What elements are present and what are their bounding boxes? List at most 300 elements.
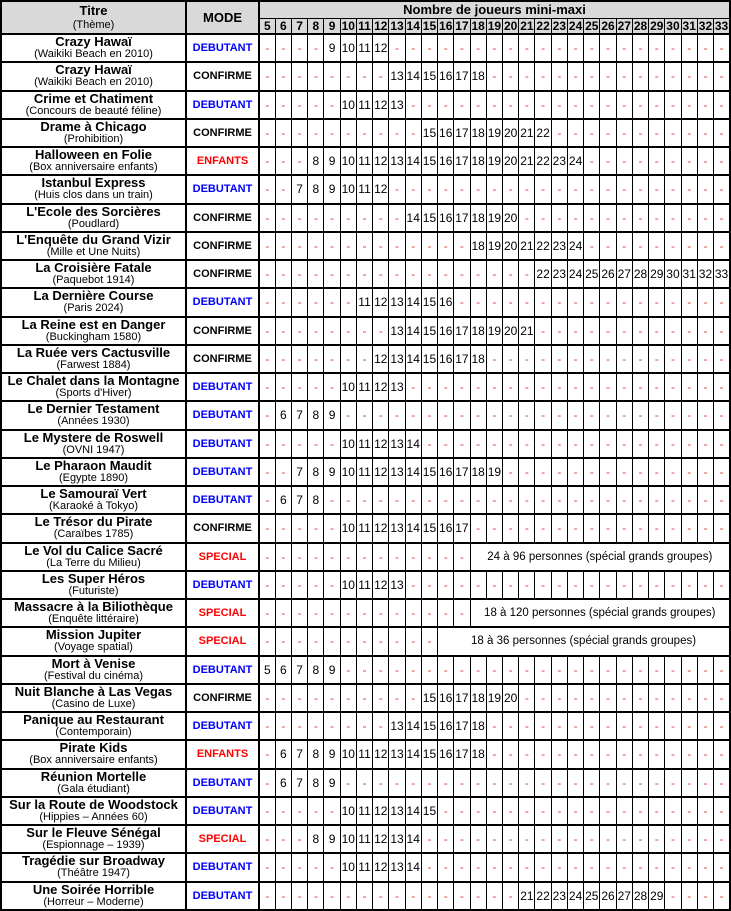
mode-label: SPECIAL	[186, 543, 259, 571]
column-header-5: 5	[259, 18, 275, 34]
dash-cell: -	[291, 684, 307, 712]
dash-cell: -	[275, 345, 291, 373]
game-title: Le Mystere de Roswell	[23, 429, 164, 445]
dash-cell: -	[665, 430, 681, 458]
dash-cell: -	[470, 797, 486, 825]
player-count-cell: 13	[389, 62, 405, 90]
dash-cell: -	[324, 260, 340, 288]
game-theme: (Casino de Luxe)	[51, 697, 136, 710]
dash-cell: -	[714, 288, 730, 316]
dash-cell: -	[454, 599, 470, 627]
dash-cell: -	[275, 684, 291, 712]
dash-cell: -	[470, 91, 486, 119]
dash-cell: -	[373, 204, 389, 232]
dash-cell: -	[697, 769, 713, 797]
dash-cell: -	[600, 175, 616, 203]
dash-cell: -	[470, 486, 486, 514]
dash-cell: -	[486, 769, 502, 797]
dash-cell: -	[259, 599, 275, 627]
dash-cell: -	[665, 373, 681, 401]
game-title-cell	[1, 232, 186, 260]
player-count-cell: 13	[389, 797, 405, 825]
dash-cell: -	[697, 119, 713, 147]
dash-cell: -	[486, 514, 502, 542]
dash-cell: -	[503, 373, 519, 401]
game-row	[1, 769, 730, 797]
mode-label: DEBUTANT	[186, 571, 259, 599]
dash-cell: -	[665, 147, 681, 175]
player-count-cell: 23	[551, 147, 567, 175]
dash-cell: -	[697, 147, 713, 175]
dash-cell: -	[438, 825, 454, 853]
game-title-cell	[1, 740, 186, 768]
dash-cell: -	[600, 62, 616, 90]
dash-cell: -	[665, 401, 681, 429]
player-count-cell: 19	[486, 204, 502, 232]
game-title-cell	[1, 373, 186, 401]
dash-cell: -	[259, 91, 275, 119]
dash-cell: -	[421, 260, 437, 288]
dash-cell: -	[259, 62, 275, 90]
dash-cell: -	[600, 769, 616, 797]
player-count-cell: 6	[275, 401, 291, 429]
dash-cell: -	[519, 825, 535, 853]
game-title: Crime et Chatiment	[33, 90, 154, 106]
game-row	[1, 656, 730, 684]
game-theme: (Théâtre 1947)	[57, 867, 130, 880]
dash-cell: -	[324, 91, 340, 119]
dash-cell: -	[697, 656, 713, 684]
dash-cell: -	[275, 288, 291, 316]
dash-cell: -	[470, 571, 486, 599]
dash-cell: -	[259, 514, 275, 542]
dash-cell: -	[632, 401, 648, 429]
dash-cell: -	[632, 147, 648, 175]
dash-cell: -	[649, 458, 665, 486]
dash-cell: -	[356, 486, 372, 514]
dash-cell: -	[567, 288, 583, 316]
dash-cell: -	[275, 119, 291, 147]
game-theme: (Contemporain)	[55, 726, 132, 739]
dash-cell: -	[519, 430, 535, 458]
dash-cell: -	[681, 204, 697, 232]
dash-cell: -	[421, 769, 437, 797]
dash-cell: -	[616, 430, 632, 458]
player-count-cell: 14	[405, 345, 421, 373]
dash-cell: -	[681, 825, 697, 853]
dash-cell: -	[697, 514, 713, 542]
player-count-cell: 20	[503, 204, 519, 232]
player-count-cell: 20	[503, 684, 519, 712]
dash-cell: -	[259, 769, 275, 797]
dash-cell: -	[535, 458, 551, 486]
game-title: Tragédie sur Broadway	[21, 853, 166, 869]
dash-cell: -	[308, 91, 324, 119]
dash-cell: -	[632, 514, 648, 542]
player-count-cell: 14	[405, 458, 421, 486]
player-count-cell: 21	[519, 147, 535, 175]
game-row	[1, 571, 730, 599]
player-count-cell: 11	[356, 825, 372, 853]
dash-cell: -	[405, 260, 421, 288]
player-count-cell: 16	[438, 317, 454, 345]
game-row	[1, 401, 730, 429]
dash-cell: -	[340, 288, 356, 316]
dash-cell: -	[291, 288, 307, 316]
dash-cell: -	[454, 656, 470, 684]
dash-cell: -	[600, 825, 616, 853]
player-count-cell: 18	[470, 232, 486, 260]
dash-cell: -	[421, 175, 437, 203]
dash-cell: -	[616, 769, 632, 797]
dash-cell: -	[356, 712, 372, 740]
dash-cell: -	[600, 204, 616, 232]
dash-cell: -	[275, 797, 291, 825]
dash-cell: -	[259, 204, 275, 232]
dash-cell: -	[356, 599, 372, 627]
player-count-cell: 23	[551, 260, 567, 288]
dash-cell: -	[551, 797, 567, 825]
dash-cell: -	[681, 458, 697, 486]
dash-cell: -	[714, 91, 730, 119]
dash-cell: -	[600, 740, 616, 768]
dash-cell: -	[616, 712, 632, 740]
dash-cell: -	[421, 882, 437, 911]
title-header-label: Titre	[79, 3, 108, 19]
dash-cell: -	[584, 458, 600, 486]
dash-cell: -	[389, 232, 405, 260]
player-count-cell: 18	[470, 740, 486, 768]
dash-cell: -	[308, 317, 324, 345]
dash-cell: -	[291, 373, 307, 401]
dash-cell: -	[259, 317, 275, 345]
dash-cell: -	[697, 34, 713, 62]
mode-label: CONFIRME	[186, 345, 259, 373]
dash-cell: -	[291, 34, 307, 62]
dash-cell: -	[535, 571, 551, 599]
dash-cell: -	[616, 373, 632, 401]
game-theme: (Egypte 1890)	[58, 471, 129, 484]
player-count-cell: 32	[697, 260, 713, 288]
dash-cell: -	[551, 345, 567, 373]
player-count-cell: 10	[340, 430, 356, 458]
mode-label: SPECIAL	[186, 599, 259, 627]
player-count-cell: 12	[373, 345, 389, 373]
dash-cell: -	[567, 712, 583, 740]
dash-cell: -	[632, 571, 648, 599]
player-count-cell: 11	[356, 288, 372, 316]
game-row	[1, 175, 730, 203]
dash-cell: -	[275, 62, 291, 90]
dash-cell: -	[405, 684, 421, 712]
dash-cell: -	[340, 401, 356, 429]
player-count-cell: 24	[567, 232, 583, 260]
dash-cell: -	[584, 62, 600, 90]
dash-cell: -	[324, 543, 340, 571]
dash-cell: -	[632, 458, 648, 486]
game-title: Le Trésor du Pirate	[34, 514, 153, 530]
dash-cell: -	[519, 458, 535, 486]
dash-cell: -	[697, 91, 713, 119]
dash-cell: -	[535, 204, 551, 232]
dash-cell: -	[714, 119, 730, 147]
dash-cell: -	[519, 853, 535, 881]
dash-cell: -	[486, 712, 502, 740]
dash-cell: -	[405, 627, 421, 655]
player-count-cell: 10	[340, 571, 356, 599]
game-title: L'Enquête du Grand Vizir	[16, 231, 171, 247]
dash-cell: -	[324, 712, 340, 740]
dash-cell: -	[632, 119, 648, 147]
dash-cell: -	[600, 317, 616, 345]
game-theme: (Espionnage – 1939)	[42, 839, 145, 852]
column-header-13: 13	[390, 18, 404, 33]
dash-cell: -	[616, 288, 632, 316]
game-title-cell	[1, 147, 186, 175]
special-group-note: 18 à 36 personnes (spécial grands groupes)	[438, 627, 730, 655]
game-row	[1, 882, 730, 911]
dash-cell: -	[632, 317, 648, 345]
player-count-cell: 10	[340, 853, 356, 881]
dash-cell: -	[275, 571, 291, 599]
dash-cell: -	[405, 34, 421, 62]
player-count-cell: 30	[665, 260, 681, 288]
dash-cell: -	[486, 740, 502, 768]
game-theme: (Festival du cinéma)	[43, 669, 144, 682]
dash-cell: -	[567, 204, 583, 232]
player-count-cell: 16	[438, 458, 454, 486]
game-title-cell	[1, 656, 186, 684]
dash-cell: -	[519, 175, 535, 203]
dash-cell: -	[551, 119, 567, 147]
dash-cell: -	[405, 769, 421, 797]
dash-cell: -	[665, 684, 681, 712]
dash-cell: -	[356, 769, 372, 797]
game-theme: (Huis clos dans un train)	[34, 189, 153, 202]
player-count-cell: 16	[438, 204, 454, 232]
game-theme: (La Terre du Milieu)	[46, 556, 141, 569]
column-header-24: 24	[568, 18, 583, 33]
dash-cell: -	[632, 204, 648, 232]
player-count-cell: 31	[681, 260, 697, 288]
dash-cell: -	[697, 175, 713, 203]
dash-cell: -	[275, 627, 291, 655]
game-row	[1, 430, 730, 458]
dash-cell: -	[567, 458, 583, 486]
dash-cell: -	[632, 430, 648, 458]
dash-cell: -	[551, 204, 567, 232]
player-count-cell: 18	[470, 119, 486, 147]
dash-cell: -	[600, 571, 616, 599]
dash-cell: -	[649, 571, 665, 599]
column-header-31: 31	[682, 18, 696, 33]
dash-cell: -	[405, 175, 421, 203]
player-count-cell: 13	[389, 740, 405, 768]
player-count-cell: 28	[632, 882, 648, 911]
dash-cell: -	[486, 430, 502, 458]
dash-cell: -	[438, 486, 454, 514]
dash-cell: -	[600, 514, 616, 542]
player-count-cell: 12	[373, 853, 389, 881]
player-count-cell: 11	[356, 740, 372, 768]
dash-cell: -	[275, 853, 291, 881]
dash-cell: -	[340, 345, 356, 373]
dash-cell: -	[356, 62, 372, 90]
dash-cell: -	[649, 853, 665, 881]
dash-cell: -	[503, 797, 519, 825]
dash-cell: -	[632, 712, 648, 740]
dash-cell: -	[373, 627, 389, 655]
dash-cell: -	[584, 656, 600, 684]
dash-cell: -	[503, 62, 519, 90]
dash-cell: -	[405, 373, 421, 401]
player-count-cell: 14	[405, 853, 421, 881]
dash-cell: -	[665, 288, 681, 316]
dash-cell: -	[519, 401, 535, 429]
player-count-cell: 8	[308, 740, 324, 768]
player-count-cell: 18	[470, 345, 486, 373]
dash-cell: -	[697, 853, 713, 881]
dash-cell: -	[373, 119, 389, 147]
dash-cell: -	[259, 345, 275, 373]
player-count-cell: 8	[308, 825, 324, 853]
player-count-cell: 13	[389, 825, 405, 853]
dash-cell: -	[275, 232, 291, 260]
dash-cell: -	[616, 486, 632, 514]
dash-cell: -	[616, 656, 632, 684]
game-theme: (Box anniversaire enfants)	[29, 754, 158, 767]
dash-cell: -	[454, 486, 470, 514]
dash-cell: -	[259, 825, 275, 853]
game-theme: (Gala étudiant)	[57, 782, 130, 795]
dash-cell: -	[616, 147, 632, 175]
game-row	[1, 260, 730, 288]
player-count-cell: 13	[389, 288, 405, 316]
dash-cell: -	[373, 486, 389, 514]
dash-cell: -	[665, 740, 681, 768]
game-title: Halloween en Folie	[34, 147, 153, 163]
game-title: Une Soirée Horrible	[32, 881, 155, 897]
mode-column-header: MODE	[186, 1, 259, 34]
dash-cell: -	[454, 260, 470, 288]
game-theme: (Horreur – Moderne)	[43, 895, 144, 908]
dash-cell: -	[275, 458, 291, 486]
dash-cell: -	[308, 204, 324, 232]
dash-cell: -	[714, 769, 730, 797]
dash-cell: -	[405, 486, 421, 514]
player-count-cell: 14	[405, 62, 421, 90]
table-header	[1, 1, 730, 34]
player-count-cell: 20	[503, 317, 519, 345]
player-count-cell: 14	[405, 712, 421, 740]
game-title-cell	[1, 882, 186, 911]
dash-cell: -	[584, 797, 600, 825]
dash-cell: -	[714, 34, 730, 62]
dash-cell: -	[519, 740, 535, 768]
game-title-cell	[1, 458, 186, 486]
player-count-cell: 14	[405, 204, 421, 232]
game-theme: (Sports d'Hiver)	[55, 387, 132, 400]
dash-cell: -	[454, 232, 470, 260]
game-theme: (Paquebot 1914)	[52, 274, 135, 287]
dash-cell: -	[697, 373, 713, 401]
column-header-27: 27	[617, 18, 631, 33]
dash-cell: -	[275, 91, 291, 119]
dash-cell: -	[340, 232, 356, 260]
column-header-14: 14	[406, 18, 420, 33]
game-title-cell	[1, 486, 186, 514]
dash-cell: -	[600, 797, 616, 825]
dash-cell: -	[584, 119, 600, 147]
dash-cell: -	[421, 599, 437, 627]
game-row	[1, 204, 730, 232]
dash-cell: -	[340, 204, 356, 232]
dash-cell: -	[503, 882, 519, 911]
mode-label: CONFIRME	[186, 317, 259, 345]
game-title: Pirate Kids	[59, 740, 128, 756]
dash-cell: -	[681, 119, 697, 147]
dash-cell: -	[421, 543, 437, 571]
column-header-11: 11	[358, 18, 371, 33]
dash-cell: -	[681, 740, 697, 768]
dash-cell: -	[632, 62, 648, 90]
dash-cell: -	[356, 627, 372, 655]
mode-label: DEBUTANT	[186, 458, 259, 486]
dash-cell: -	[567, 91, 583, 119]
dash-cell: -	[697, 882, 713, 911]
dash-cell: -	[356, 119, 372, 147]
dash-cell: -	[665, 91, 681, 119]
player-count-cell: 17	[454, 684, 470, 712]
dash-cell: -	[340, 712, 356, 740]
dash-cell: -	[389, 486, 405, 514]
game-title-cell	[1, 571, 186, 599]
mode-label: DEBUTANT	[186, 34, 259, 62]
player-count-cell: 11	[356, 514, 372, 542]
dash-cell: -	[632, 656, 648, 684]
dash-cell: -	[600, 458, 616, 486]
dash-cell: -	[632, 769, 648, 797]
dash-cell: -	[519, 34, 535, 62]
game-title-cell	[1, 175, 186, 203]
player-count-cell: 17	[454, 345, 470, 373]
dash-cell: -	[470, 882, 486, 911]
dash-cell: -	[454, 401, 470, 429]
game-row	[1, 91, 730, 119]
dash-cell: -	[486, 62, 502, 90]
dash-cell: -	[519, 769, 535, 797]
player-count-cell: 12	[373, 430, 389, 458]
dash-cell: -	[649, 147, 665, 175]
dash-cell: -	[340, 260, 356, 288]
column-header-22: 22	[536, 18, 550, 33]
player-count-cell: 21	[519, 232, 535, 260]
dash-cell: -	[616, 825, 632, 853]
dash-cell: -	[649, 684, 665, 712]
dash-cell: -	[259, 684, 275, 712]
dash-cell: -	[697, 288, 713, 316]
dash-cell: -	[697, 317, 713, 345]
column-header-7: 7	[291, 18, 307, 34]
dash-cell: -	[714, 373, 730, 401]
dash-cell: -	[535, 712, 551, 740]
player-count-cell: 10	[340, 147, 356, 175]
dash-cell: -	[681, 797, 697, 825]
player-count-cell: 22	[535, 147, 551, 175]
dash-cell: -	[259, 373, 275, 401]
players-header: Nombre de joueurs mini-maxi	[259, 1, 730, 18]
dash-cell: -	[697, 797, 713, 825]
